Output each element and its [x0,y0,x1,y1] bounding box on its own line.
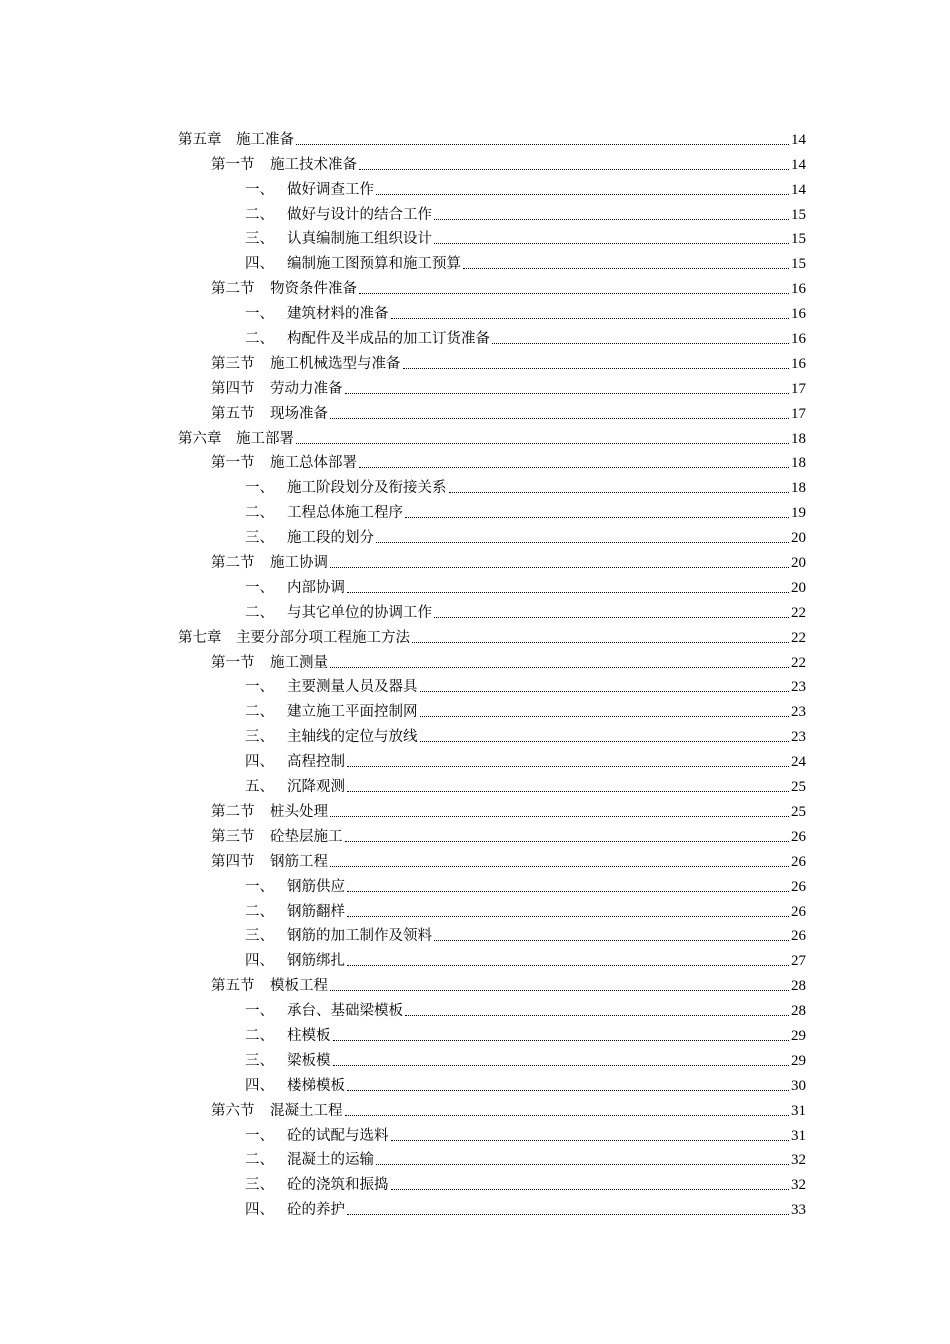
toc-dot-leader [391,1140,790,1141]
toc-page-number: 25 [791,803,806,820]
toc-section-entry[interactable] [178,797,806,822]
toc-entry-title: 施工总体部署 [270,455,357,472]
toc-entry-title: 砼的养护 [287,1202,345,1219]
toc-subsection-entry[interactable] [178,324,806,349]
toc-section-entry[interactable] [178,374,806,399]
toc-entry-number: 四、 [245,256,274,273]
toc-entry-title: 工程总体施工程序 [287,505,403,522]
toc-entry-title: 物资条件准备 [270,281,357,298]
toc-page-number: 15 [791,231,806,248]
toc-dot-leader [330,990,789,991]
toc-entry-number: 第六节 [211,1102,255,1119]
toc-section-entry[interactable] [178,449,806,474]
toc-entry-title: 施工准备 [236,131,294,148]
toc-entry-number: 第五章 [178,131,222,148]
toc-entry-number: 第二节 [211,555,255,572]
toc-entry-title: 建筑材料的准备 [287,306,389,323]
toc-entry-title: 沉降观测 [287,779,345,796]
toc-page-number: 20 [791,555,806,572]
toc-entry-title: 高程控制 [287,754,345,771]
toc-dot-leader [347,916,789,917]
toc-entry-title: 砼的试配与选料 [287,1127,389,1144]
toc-entry-number: 四、 [245,953,274,970]
toc-page-number: 23 [791,704,806,721]
toc-page-number: 16 [791,331,806,348]
toc-entry-title: 施工段的划分 [287,530,374,547]
toc-subsection-entry[interactable] [178,473,806,498]
toc-entry-title: 做好调查工作 [287,181,374,198]
toc-page-number: 22 [791,604,806,621]
toc-page-number: 26 [791,828,806,845]
toc-entry-number: 第三节 [211,355,255,372]
toc-dot-leader [330,567,789,568]
toc-entry-title: 认真编制施工组织设计 [287,231,432,248]
toc-subsection-entry[interactable] [178,946,806,971]
toc-page-number: 20 [791,530,806,547]
toc-subsection-entry[interactable] [178,1146,806,1171]
toc-entry-title: 混凝土的运输 [287,1152,374,1169]
toc-dot-leader [412,642,789,643]
toc-page-number: 29 [791,1052,806,1069]
toc-dot-leader [333,1040,790,1041]
toc-page-number: 24 [791,754,806,771]
toc-subsection-entry[interactable] [178,1046,806,1071]
toc-entry-title: 主轴线的定位与放线 [287,729,418,746]
toc-page-number: 32 [791,1177,806,1194]
toc-entry-number: 第二节 [211,803,255,820]
toc-dot-leader [434,617,789,618]
toc-subsection-entry[interactable] [178,1195,806,1220]
table-of-contents [178,125,806,1220]
toc-entry-number: 五、 [245,779,274,796]
toc-entry-title: 施工阶段划分及衔接关系 [287,480,447,497]
toc-entry-number: 二、 [245,1152,274,1169]
toc-entry-number: 第五节 [211,405,255,422]
toc-dot-leader [347,891,789,892]
toc-entry-title: 建立施工平面控制网 [287,704,418,721]
toc-dot-leader [296,443,789,444]
toc-dot-leader [463,268,789,269]
toc-entry-number: 一、 [245,1003,274,1020]
toc-entry-title: 钢筋工程 [270,853,328,870]
toc-dot-leader [330,816,789,817]
toc-entry-number: 一、 [245,181,274,198]
toc-entry-title: 构配件及半成品的加工订货准备 [287,331,490,348]
toc-page-number: 22 [791,654,806,671]
toc-entry-number: 四、 [245,1202,274,1219]
toc-entry-title: 楼梯模板 [287,1077,345,1094]
toc-entry-title: 砼的浇筑和振捣 [287,1177,389,1194]
toc-entry-number: 第六章 [178,430,222,447]
toc-entry-number: 第一节 [211,654,255,671]
toc-section-entry[interactable] [178,349,806,374]
toc-subsection-entry[interactable] [178,175,806,200]
toc-entry-title: 内部协调 [287,579,345,596]
toc-page-number: 19 [791,505,806,522]
toc-entry-title: 施工技术准备 [270,156,357,173]
toc-entry-title: 主要分部分项工程施工方法 [236,629,410,646]
toc-entry-number: 二、 [245,704,274,721]
toc-subsection-entry[interactable] [178,922,806,947]
toc-entry-number: 二、 [245,1027,274,1044]
toc-dot-leader [376,542,789,543]
toc-subsection-entry[interactable] [178,996,806,1021]
toc-entry-title: 钢筋的加工制作及领料 [287,928,432,945]
toc-subsection-entry[interactable] [178,673,806,698]
toc-subsection-entry[interactable] [178,772,806,797]
toc-dot-leader [376,1164,789,1165]
toc-chapter-entry[interactable] [178,125,806,150]
toc-entry-number: 三、 [245,1177,274,1194]
toc-entry-title: 承台、基础梁模板 [287,1003,403,1020]
toc-subsection-entry[interactable] [178,697,806,722]
toc-entry-title: 主要测量人员及器具 [287,679,418,696]
toc-page-number: 18 [791,430,806,447]
toc-entry-number: 二、 [245,903,274,920]
toc-dot-leader [434,940,789,941]
toc-dot-leader [345,841,790,842]
toc-entry-number: 一、 [245,579,274,596]
toc-section-entry[interactable] [178,399,806,424]
toc-entry-title: 混凝土工程 [270,1102,343,1119]
toc-entry-title: 现场准备 [270,405,328,422]
toc-dot-leader [434,243,789,244]
toc-dot-leader [347,1090,789,1091]
toc-entry-number: 三、 [245,231,274,248]
toc-page-number: 18 [791,480,806,497]
toc-entry-number: 第一节 [211,455,255,472]
toc-dot-leader [333,1065,790,1066]
toc-page-number: 31 [791,1127,806,1144]
toc-dot-leader [405,517,789,518]
toc-entry-number: 第四节 [211,380,255,397]
toc-dot-leader [420,716,790,717]
toc-entry-number: 三、 [245,530,274,547]
toc-entry-title: 与其它单位的协调工作 [287,604,432,621]
toc-section-entry[interactable] [178,274,806,299]
toc-dot-leader [347,791,789,792]
toc-page-number: 26 [791,903,806,920]
toc-page-number: 16 [791,306,806,323]
toc-subsection-entry[interactable] [178,722,806,747]
toc-subsection-entry[interactable] [178,200,806,225]
toc-chapter-entry[interactable] [178,424,806,449]
toc-entry-title: 施工部署 [236,430,294,447]
toc-dot-leader [347,766,789,767]
toc-dot-leader [330,418,789,419]
toc-entry-title: 梁板模 [287,1052,331,1069]
toc-entry-number: 第二节 [211,281,255,298]
toc-dot-leader [345,393,790,394]
toc-entry-number: 第三节 [211,828,255,845]
toc-entry-number: 三、 [245,1052,274,1069]
toc-entry-number: 三、 [245,928,274,945]
toc-page-number: 16 [791,281,806,298]
toc-dot-leader [492,343,789,344]
toc-page-number: 33 [791,1202,806,1219]
toc-subsection-entry[interactable] [178,872,806,897]
toc-section-entry[interactable] [178,847,806,872]
toc-dot-leader [391,1189,790,1190]
toc-page-number: 32 [791,1152,806,1169]
toc-subsection-entry[interactable] [178,225,806,250]
toc-page-number: 26 [791,853,806,870]
toc-subsection-entry[interactable] [178,249,806,274]
toc-subsection-entry[interactable] [178,299,806,324]
toc-page-number: 29 [791,1027,806,1044]
toc-entry-number: 一、 [245,480,274,497]
toc-page-number: 28 [791,1003,806,1020]
toc-entry-title: 柱模板 [287,1027,331,1044]
toc-subsection-entry[interactable] [178,1021,806,1046]
toc-entry-title: 钢筋翻样 [287,903,345,920]
toc-dot-leader [391,318,790,319]
toc-chapter-entry[interactable] [178,623,806,648]
toc-entry-number: 一、 [245,679,274,696]
toc-dot-leader [359,467,789,468]
toc-entry-number: 二、 [245,505,274,522]
toc-page-number: 20 [791,579,806,596]
toc-section-entry[interactable] [178,971,806,996]
toc-entry-number: 第一节 [211,156,255,173]
toc-entry-number: 二、 [245,604,274,621]
toc-page-number: 26 [791,928,806,945]
toc-entry-number: 四、 [245,754,274,771]
toc-entry-number: 二、 [245,206,274,223]
toc-section-entry[interactable] [178,1096,806,1121]
toc-section-entry[interactable] [178,822,806,847]
toc-subsection-entry[interactable] [178,897,806,922]
toc-subsection-entry[interactable] [178,573,806,598]
toc-entry-number: 二、 [245,331,274,348]
toc-dot-leader [359,293,789,294]
toc-entry-title: 桩头处理 [270,803,328,820]
toc-page-number: 23 [791,679,806,696]
toc-dot-leader [449,492,790,493]
toc-page-number: 17 [791,405,806,422]
toc-page-number: 14 [791,181,806,198]
toc-section-entry[interactable] [178,648,806,673]
toc-entry-title: 施工测量 [270,654,328,671]
toc-entry-number: 第五节 [211,978,255,995]
toc-entry-title: 施工机械选型与准备 [270,355,401,372]
toc-page-number: 31 [791,1102,806,1119]
toc-page-number: 15 [791,256,806,273]
toc-page-number: 22 [791,629,806,646]
toc-dot-leader [345,1115,790,1116]
toc-dot-leader [347,965,789,966]
toc-entry-title: 做好与设计的结合工作 [287,206,432,223]
toc-dot-leader [403,368,790,369]
toc-dot-leader [434,219,789,220]
toc-subsection-entry[interactable] [178,747,806,772]
toc-dot-leader [330,866,789,867]
toc-entry-number: 第七章 [178,629,222,646]
toc-page-number: 17 [791,380,806,397]
toc-dot-leader [376,194,789,195]
toc-subsection-entry[interactable] [178,1170,806,1195]
toc-subsection-entry[interactable] [178,523,806,548]
toc-entry-title: 钢筋供应 [287,878,345,895]
toc-dot-leader [359,169,789,170]
toc-dot-leader [296,144,789,145]
toc-entry-number: 一、 [245,306,274,323]
toc-entry-number: 一、 [245,1127,274,1144]
toc-entry-title: 砼垫层施工 [270,828,343,845]
toc-page-number: 27 [791,953,806,970]
toc-entry-title: 钢筋绑扎 [287,953,345,970]
toc-dot-leader [330,667,789,668]
toc-dot-leader [420,741,790,742]
toc-entry-number: 第四节 [211,853,255,870]
toc-entry-title: 施工协调 [270,555,328,572]
toc-page-number: 14 [791,131,806,148]
toc-page-number: 18 [791,455,806,472]
toc-entry-number: 一、 [245,878,274,895]
toc-dot-leader [405,1015,789,1016]
toc-section-entry[interactable] [178,548,806,573]
toc-page-number: 14 [791,156,806,173]
toc-page-number: 26 [791,878,806,895]
toc-entry-number: 四、 [245,1077,274,1094]
toc-dot-leader [347,1214,789,1215]
toc-subsection-entry[interactable] [178,1121,806,1146]
toc-entry-title: 模板工程 [270,978,328,995]
toc-page-number: 25 [791,779,806,796]
toc-section-entry[interactable] [178,150,806,175]
toc-dot-leader [420,691,790,692]
toc-page-number: 16 [791,355,806,372]
toc-page-number: 15 [791,206,806,223]
toc-entry-title: 编制施工图预算和施工预算 [287,256,461,273]
toc-dot-leader [347,592,789,593]
toc-page-number: 30 [791,1077,806,1094]
toc-entry-title: 劳动力准备 [270,380,343,397]
toc-subsection-entry[interactable] [178,598,806,623]
toc-page-number: 23 [791,729,806,746]
toc-subsection-entry[interactable] [178,1071,806,1096]
toc-subsection-entry[interactable] [178,498,806,523]
toc-entry-number: 三、 [245,729,274,746]
toc-page-number: 28 [791,978,806,995]
